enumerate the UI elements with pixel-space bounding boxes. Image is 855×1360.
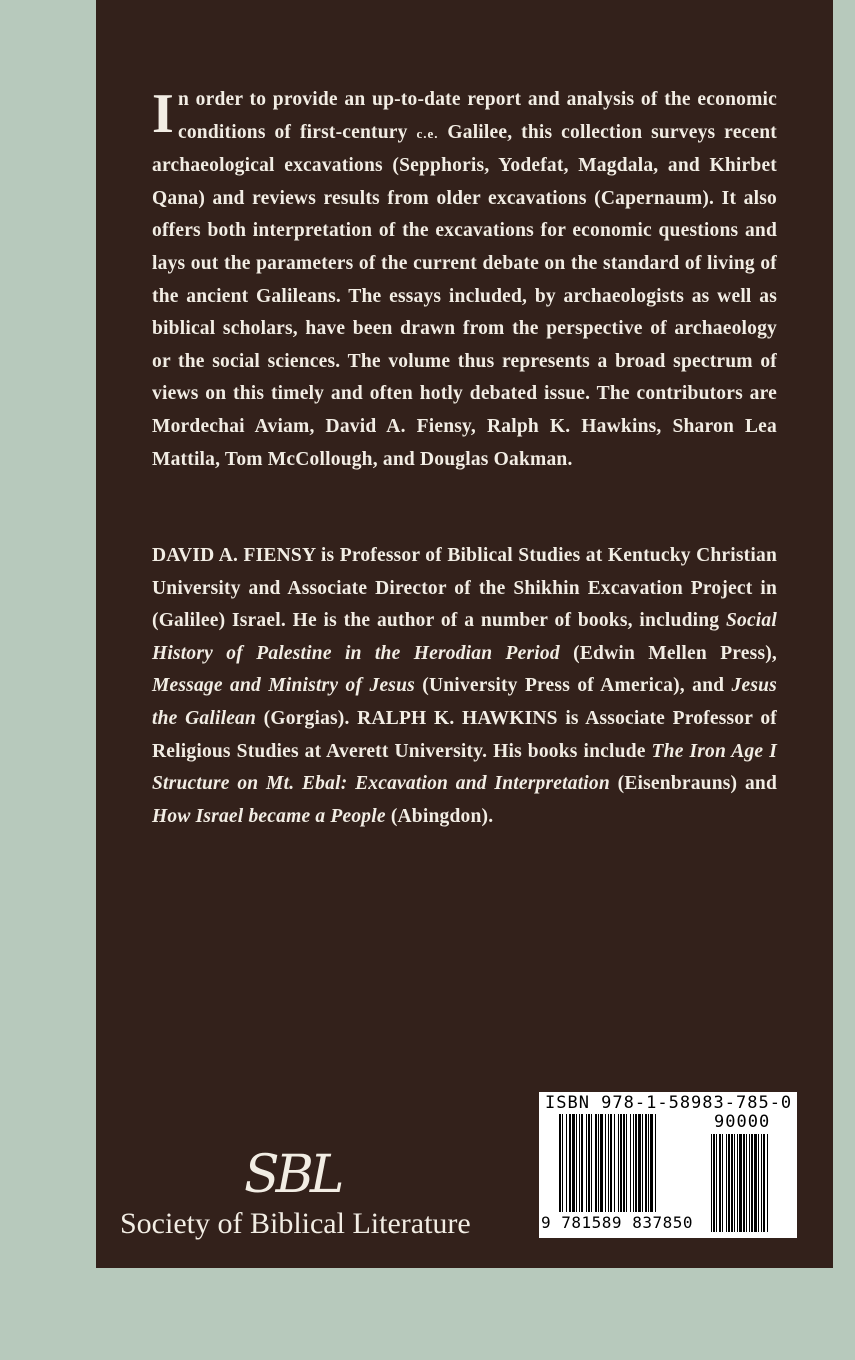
book-title-4: The Iron Age I Structure on Mt. Ebal: Excavation and Interpretation bbox=[152, 740, 777, 795]
author-bio-paragraph bbox=[152, 540, 777, 833]
sbl-logo-icon: SBL bbox=[244, 1145, 341, 1205]
bio-text-4: (Gorgias). RALPH K. HAWKINS is Associate Professor of Religious Studies at Averett University. His books include bbox=[152, 707, 777, 762]
bio-text-6: (Abingdon). bbox=[385, 805, 494, 827]
price-code: 90000 bbox=[714, 1112, 771, 1132]
description-text-1: n order to provide an up-to-date report and analysis of the economic conditions of first-century bbox=[178, 89, 777, 143]
book-title-5: How Israel became a People bbox=[152, 805, 386, 827]
bio-text-1: DAVID A. FIENSY is Professor of Biblical Studies at Kentucky Christian University and Associate Director of the Shikhin Excavation Project in (Galilee) Israel. He is the author of a number of books, including bbox=[152, 545, 777, 632]
era-abbreviation: c.e. bbox=[416, 125, 439, 141]
publisher-name: Society of Biblical Literature bbox=[120, 1207, 471, 1240]
drop-cap: I bbox=[152, 83, 174, 145]
isbn-label: ISBN 978-1-58983-785-0 bbox=[545, 1093, 793, 1113]
bio-text-5: (Eisenbrauns) and bbox=[609, 773, 777, 795]
book-title-2: Message and Ministry of Jesus bbox=[152, 675, 415, 697]
bio-text-2: (Edwin Mellen Press), bbox=[559, 642, 778, 664]
book-title-3: Jesus the Galilean bbox=[152, 675, 777, 729]
description-paragraph bbox=[152, 84, 777, 476]
ean-digits: 9 781589 837850 bbox=[541, 1213, 693, 1232]
bio-text-3: (University Press of America), and bbox=[414, 675, 732, 697]
isbn-barcode bbox=[539, 1092, 797, 1238]
description-text-2: Galilee, this collection surveys recent archaeological excavations (Sepphoris, Yodefat, Magdala, and Khirbet Qana) and reviews results from older excavations (Capernaum). It also offers both interpretation of the excavations for economic questions and lays out the parameters of the current debate on the standard of living of the ancient Galileans. The essays included, by archaeologists as well as biblical scholars, have been drawn from the perspective of archaeology or the social sciences. The volume thus represents a broad spectrum of views on this timely and often hotly debated issue. The contributors are Mordechai Aviam, David A. Fiensy, Ralph K. Hawkins, Sharon Lea Mattila, Tom McCollough, and Douglas Oakman. bbox=[152, 121, 777, 470]
back-cover bbox=[96, 0, 833, 1268]
book-title-1: Social History of Palestine in the Herodian Period bbox=[152, 610, 777, 664]
